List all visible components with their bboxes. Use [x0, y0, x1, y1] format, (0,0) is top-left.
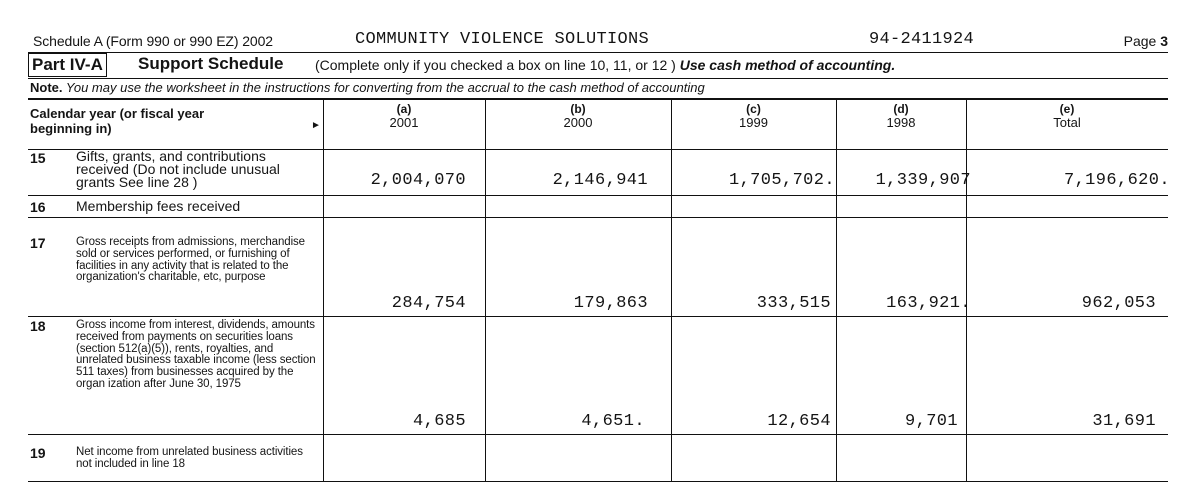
arrow-icon: ►: [311, 120, 321, 131]
column-divider: [323, 99, 324, 482]
line-number: 16: [30, 199, 46, 215]
cell-value: 179,863: [573, 294, 648, 313]
line-description: Gifts, grants, and contributions received (Do not include unusual grants See line 28 ): [76, 148, 280, 190]
line-description: Membership fees received: [76, 198, 241, 214]
line-number: 15: [30, 150, 46, 166]
calendar-year-header: Calendar year (or fiscal year beginning in): [30, 106, 205, 136]
cell-value: 962,053: [1081, 294, 1156, 313]
part-rule: [28, 78, 1168, 79]
cell-value: 1,705,702.: [728, 171, 835, 190]
line-description: Gross receipts from admissions, merchandise sold or services performed, or furnishing of facilities in any activity that is related to the organization's charitable, etc, purpose: [76, 236, 305, 284]
line-number: 18: [30, 318, 46, 334]
column-header-a: (a) 2001: [389, 102, 419, 130]
support-schedule-table: [28, 99, 1168, 482]
cell-value: 31,691: [1092, 412, 1156, 431]
part-instruction: (Complete only if you checked a box on line 10, 11, or 12 ) Use cash method of accounting.: [315, 57, 896, 73]
form-title: Schedule A (Form 990 or 990 EZ) 2002: [33, 33, 273, 49]
cell-value: 7,196,620.: [1063, 171, 1170, 190]
cell-value: 333,515: [756, 294, 831, 313]
cell-value: 9,701: [904, 412, 958, 431]
cell-value: 163,921.: [886, 294, 971, 313]
row-rule: [28, 195, 1168, 196]
row-rule: [28, 316, 1168, 317]
column-divider: [671, 99, 672, 482]
cell-value: 4,651.: [581, 412, 645, 431]
cell-value: 1,339,907: [875, 171, 971, 190]
line-number: 19: [30, 445, 46, 461]
line-description: Net income from unrelated business activities not included in line 18: [76, 446, 303, 470]
cell-value: 2,004,070: [370, 171, 466, 190]
cell-value: 2,146,941: [552, 171, 648, 190]
part-label: Part IV-A: [28, 53, 107, 77]
note-line: Note. You may use the worksheet in the instructions for converting from the accrual to the cash method of accounting: [30, 80, 705, 95]
page-number: Page 3: [1123, 33, 1168, 49]
employer-id-number: 94-2411924: [869, 30, 975, 49]
column-divider: [836, 99, 837, 482]
cell-value: 12,654: [767, 412, 831, 431]
cell-value: 284,754: [391, 294, 466, 313]
column-header-c: (c) 1999: [739, 102, 768, 130]
page-header: [33, 30, 1168, 52]
column-header-e: (e) Total: [1053, 102, 1081, 130]
row-rule: [28, 434, 1168, 435]
column-header-b: (b) 2000: [563, 102, 593, 130]
column-divider: [966, 99, 967, 482]
cell-value: 4,685: [412, 412, 466, 431]
line-number: 17: [30, 235, 46, 251]
row-rule: [28, 217, 1168, 218]
column-header-d: (d) 1998: [886, 102, 916, 130]
line-description: Gross income from interest, dividends, amounts received from payments on securities loans (section 512(a)(5)), rents, royalties, and unrelated business taxable income (less section 511 taxes) from businesses acquired by the organ ization after June 30, 1975: [76, 319, 316, 390]
column-divider: [485, 99, 486, 482]
part-title: Support Schedule: [138, 54, 284, 73]
organization-name: COMMUNITY VIOLENCE SOLUTIONS: [355, 30, 650, 49]
part-heading: [28, 53, 1168, 77]
